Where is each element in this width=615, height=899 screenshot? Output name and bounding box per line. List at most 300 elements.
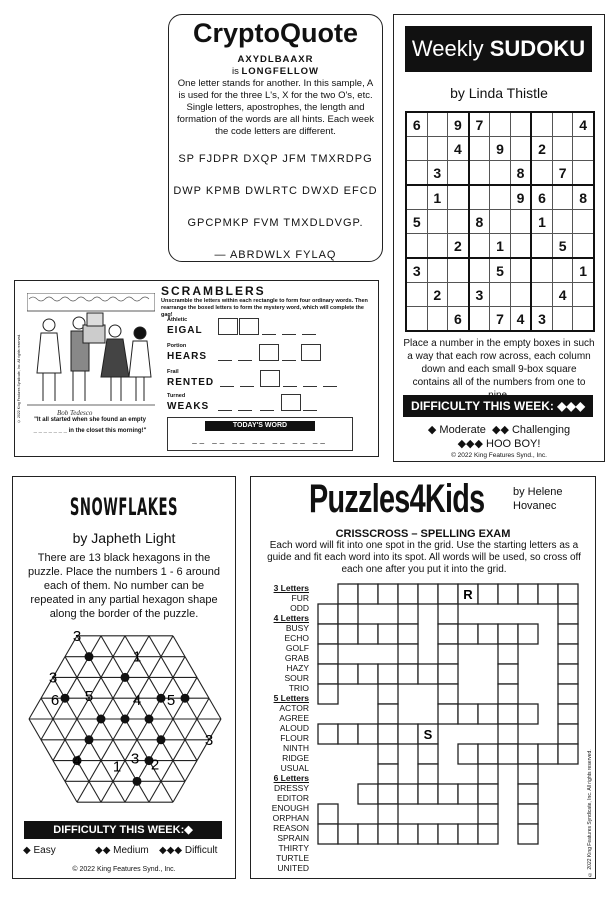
sudoku-cell[interactable] xyxy=(469,137,490,161)
grid-cell[interactable] xyxy=(478,704,498,724)
sudoku-byline: by Linda Thistle xyxy=(450,85,548,101)
black-hexagon xyxy=(133,777,142,786)
sudoku-cell: 1 xyxy=(490,234,511,259)
grid-line xyxy=(149,657,161,678)
grid-cell[interactable] xyxy=(398,624,418,644)
sudoku-cell[interactable] xyxy=(427,234,448,259)
sudoku-row xyxy=(406,185,594,210)
kids-subtitle: CRISSCROSS – SPELLING EXAM xyxy=(335,528,511,540)
sudoku-cell[interactable] xyxy=(573,234,594,259)
sudoku-cell[interactable] xyxy=(552,258,573,283)
grid-line xyxy=(113,781,125,802)
grid-cell[interactable] xyxy=(518,704,538,724)
grid-cell[interactable] xyxy=(338,584,358,604)
given-number: 3 xyxy=(204,731,214,749)
scramble-word-3: RENTED xyxy=(167,377,215,388)
grid-cell[interactable] xyxy=(498,684,518,704)
grid-cell[interactable] xyxy=(338,824,358,844)
black-hexagon xyxy=(121,673,130,682)
code-line-1: SP FJDPR DXQP JFM TMXRDPG xyxy=(178,153,373,165)
grid-cell[interactable] xyxy=(318,664,338,684)
grid-cell[interactable] xyxy=(558,744,578,764)
grid-cell[interactable] xyxy=(438,824,458,844)
sudoku-cell: 3 xyxy=(406,258,427,283)
grid-cell[interactable] xyxy=(398,584,418,604)
grid-cell[interactable] xyxy=(558,584,578,604)
answer-blank[interactable] xyxy=(282,344,296,361)
grid-cell[interactable] xyxy=(378,764,398,784)
answer-blank[interactable] xyxy=(262,318,276,335)
grid-line xyxy=(41,719,53,740)
grid-cell[interactable] xyxy=(338,604,358,624)
grid-cell[interactable] xyxy=(558,604,578,624)
answer-blank[interactable] xyxy=(282,318,296,335)
word-list-item: ODD xyxy=(290,603,309,613)
sudoku-cell[interactable] xyxy=(448,210,469,234)
grid-line xyxy=(185,740,197,761)
grid-cell[interactable] xyxy=(358,784,378,804)
grid-line xyxy=(65,657,77,678)
grid-cell[interactable] xyxy=(378,784,398,804)
grid-cell[interactable] xyxy=(438,604,458,624)
grid-cell[interactable] xyxy=(558,644,578,664)
grid-line xyxy=(29,719,41,740)
sudoku-cell[interactable] xyxy=(406,161,427,186)
grid-cell[interactable] xyxy=(338,664,358,684)
sudoku-cell[interactable] xyxy=(448,161,469,186)
grid-cell[interactable] xyxy=(418,824,438,844)
sudoku-row xyxy=(406,283,594,307)
word-list-item: AGREE xyxy=(279,713,309,723)
grid-line xyxy=(89,761,101,782)
sudoku-cell[interactable] xyxy=(510,210,531,234)
black-hexagon xyxy=(61,694,70,703)
sudoku-cell[interactable] xyxy=(490,112,511,137)
sudoku-cell[interactable] xyxy=(448,185,469,210)
grid-line xyxy=(53,719,65,740)
answer-blank[interactable] xyxy=(323,370,337,387)
grid-cell[interactable] xyxy=(558,684,578,704)
sudoku-cell[interactable] xyxy=(469,161,490,186)
sudoku-cell[interactable] xyxy=(510,258,531,283)
grid-cell[interactable] xyxy=(458,704,478,724)
word-list-item: THIRTY xyxy=(278,843,309,853)
grid-cell[interactable] xyxy=(498,624,518,644)
grid-cell[interactable] xyxy=(558,704,578,724)
snowflakes-instructions: There are 13 black hexagons in the puzzle. Place the numbers 1 - 6 around each of them. No number can be repeated in any partial hexagon shape along the border of the puzzle. xyxy=(27,552,220,620)
grid-cell[interactable] xyxy=(378,664,398,684)
grid-cell[interactable] xyxy=(398,644,418,664)
grid-cell[interactable] xyxy=(458,784,478,804)
grid-line xyxy=(173,761,185,782)
grid-cell[interactable] xyxy=(418,584,438,604)
sudoku-cell: 4 xyxy=(510,307,531,332)
grid-cell[interactable] xyxy=(558,624,578,644)
grid-cell[interactable] xyxy=(498,744,518,764)
sample-line xyxy=(169,66,382,78)
grid-cell[interactable] xyxy=(378,684,398,704)
grid-cell[interactable] xyxy=(438,584,458,604)
todays-word-box xyxy=(167,417,353,451)
sudoku-cell[interactable] xyxy=(427,307,448,332)
sudoku-grid xyxy=(405,111,595,332)
sudoku-difficulty-banner: DIFFICULTY THIS WEEK: ◆◆◆ xyxy=(403,395,593,417)
word-list-item: REASON xyxy=(273,823,309,833)
word-list-item: DRESSY xyxy=(274,783,309,793)
grid-cell[interactable] xyxy=(318,804,338,824)
grid-cell[interactable] xyxy=(398,784,418,804)
sudoku-legend-2: ◆◆◆ HOO BOY! xyxy=(457,438,541,450)
grid-cell[interactable] xyxy=(398,724,418,744)
sudoku-cell[interactable] xyxy=(406,137,427,161)
sudoku-cell: 2 xyxy=(427,283,448,307)
crisscross-grid[interactable] xyxy=(317,583,581,851)
kids-byline-2: Hovanec xyxy=(513,500,557,512)
grid-cell[interactable] xyxy=(318,684,338,704)
word-list-item: RIDGE xyxy=(282,753,309,763)
sudoku-cell: 3 xyxy=(531,307,552,332)
grid-line xyxy=(173,740,185,761)
sudoku-cell[interactable] xyxy=(469,307,490,332)
grid-cell[interactable] xyxy=(478,624,498,644)
sudoku-cell: 5 xyxy=(490,258,511,283)
grid-line xyxy=(149,781,161,802)
sudoku-cell[interactable] xyxy=(531,258,552,283)
sudoku-cell[interactable] xyxy=(510,234,531,259)
grid-cell[interactable] xyxy=(438,664,458,684)
sudoku-legend-1: ◆ Moderate ◆◆ Challenging xyxy=(427,424,571,436)
black-hexagon xyxy=(85,652,94,661)
grid-cell[interactable] xyxy=(438,644,458,664)
sudoku-cell: 7 xyxy=(552,161,573,186)
grid-cell[interactable] xyxy=(338,624,358,644)
grid-cell[interactable] xyxy=(358,664,378,684)
sudoku-cell[interactable] xyxy=(490,283,511,307)
sudoku-cell[interactable] xyxy=(427,258,448,283)
word-group-label: 5 Letters xyxy=(273,693,309,703)
sudoku-cell[interactable] xyxy=(406,307,427,332)
grid-cell[interactable] xyxy=(358,824,378,844)
given-number: 3 xyxy=(130,750,140,768)
word-list-item: EDITOR xyxy=(277,793,309,803)
grid-cell[interactable] xyxy=(438,624,458,644)
answer-blank[interactable] xyxy=(283,370,297,387)
grid-cell[interactable] xyxy=(438,684,458,704)
grid-line xyxy=(101,657,113,678)
black-hexagon xyxy=(121,715,130,724)
snow-legend-medium: ◆◆ Medium xyxy=(95,845,149,856)
sudoku-cell: 3 xyxy=(427,161,448,186)
scramblers-panel xyxy=(14,280,379,457)
sudoku-cell[interactable] xyxy=(573,210,594,234)
grid-cell[interactable] xyxy=(378,804,398,824)
sudoku-cell: 2 xyxy=(448,234,469,259)
grid-line xyxy=(65,781,77,802)
word-list-item: ACTOR xyxy=(279,703,309,713)
caption-line-2: _ _ _ _ _ _ _ in the closet this morning!" xyxy=(33,428,147,434)
answer-box[interactable] xyxy=(239,318,259,335)
sudoku-cell: 8 xyxy=(573,185,594,210)
grid-cell[interactable] xyxy=(398,824,418,844)
grid-line xyxy=(173,657,185,678)
sudoku-cell[interactable] xyxy=(573,161,594,186)
grid-cell[interactable] xyxy=(318,604,338,624)
sudoku-title-light: Weekly xyxy=(411,36,490,61)
grid-line xyxy=(41,740,53,761)
given-number: 1 xyxy=(112,758,122,776)
sudoku-cell[interactable] xyxy=(406,283,427,307)
scramble-hint-2: Portion xyxy=(167,343,187,349)
grid-cell[interactable] xyxy=(478,764,498,784)
scramble-word-1: EIGAL xyxy=(167,325,203,336)
word-list-item: ECHO xyxy=(284,633,309,643)
word-list-item: TRIO xyxy=(288,683,309,693)
grid-cell[interactable] xyxy=(378,624,398,644)
sudoku-cell[interactable] xyxy=(573,137,594,161)
scramble-word-2: HEARS xyxy=(167,351,208,362)
sudoku-row xyxy=(406,210,594,234)
grid-line xyxy=(77,781,89,802)
word-list-item: SOUR xyxy=(284,673,309,683)
snow-legend-easy: ◆ Easy xyxy=(23,845,56,856)
sudoku-cell[interactable] xyxy=(552,307,573,332)
sudoku-cell: 6 xyxy=(406,112,427,137)
answer-blank[interactable] xyxy=(302,318,316,335)
sudoku-cell[interactable] xyxy=(552,137,573,161)
answer-blank[interactable] xyxy=(238,394,252,411)
grid-cell[interactable] xyxy=(378,744,398,764)
sudoku-cell[interactable] xyxy=(469,258,490,283)
answer-blank[interactable] xyxy=(218,344,232,361)
grid-cell[interactable] xyxy=(518,804,538,824)
grid-cell[interactable] xyxy=(498,584,518,604)
sudoku-cell[interactable] xyxy=(573,307,594,332)
grid-line xyxy=(197,677,209,698)
grid-cell[interactable] xyxy=(478,824,498,844)
sudoku-row xyxy=(406,161,594,186)
grid-cell[interactable] xyxy=(538,584,558,604)
grid-cell[interactable] xyxy=(418,784,438,804)
sudoku-cell[interactable] xyxy=(406,234,427,259)
sudoku-cell[interactable] xyxy=(427,137,448,161)
grid-cell[interactable] xyxy=(498,724,518,744)
sudoku-cell[interactable] xyxy=(531,161,552,186)
answer-blank[interactable] xyxy=(303,370,317,387)
sudoku-cell[interactable] xyxy=(573,283,594,307)
answer-box[interactable] xyxy=(281,394,301,411)
sudoku-banner xyxy=(405,26,592,72)
word-list-item: USUAL xyxy=(280,763,309,773)
grid-cell[interactable] xyxy=(358,624,378,644)
sudoku-cell[interactable] xyxy=(469,185,490,210)
grid-cell[interactable] xyxy=(498,704,518,724)
sudoku-cell[interactable] xyxy=(427,112,448,137)
sudoku-cell[interactable] xyxy=(531,234,552,259)
word-list-item: BUSY xyxy=(285,623,309,633)
grid-cell[interactable] xyxy=(458,744,478,764)
todays-word-blanks[interactable]: __ __ __ __ __ __ __ xyxy=(192,435,328,444)
sudoku-cell: 1 xyxy=(427,185,448,210)
snow-legend-difficult: ◆◆◆ Difficult xyxy=(159,845,218,856)
todays-word-label: TODAY'S WORD xyxy=(205,421,315,431)
grid-line xyxy=(173,636,185,657)
sample-code: AXYDLBAAXR xyxy=(237,54,314,65)
grid-cell[interactable] xyxy=(418,764,438,784)
grid-cell[interactable] xyxy=(498,644,518,664)
answer-box[interactable] xyxy=(259,344,279,361)
sudoku-cell[interactable] xyxy=(469,234,490,259)
grid-cell[interactable] xyxy=(398,604,418,624)
sudoku-copyright: © 2022 King Features Synd., Inc. xyxy=(451,452,547,459)
sudoku-cell[interactable] xyxy=(510,283,531,307)
grid-line xyxy=(29,698,41,719)
black-hexagon xyxy=(157,735,166,744)
grid-cell[interactable] xyxy=(478,744,498,764)
sudoku-cell[interactable] xyxy=(490,185,511,210)
sudoku-row xyxy=(406,234,594,259)
grid-cell[interactable] xyxy=(318,644,338,664)
answer-blank[interactable] xyxy=(240,370,254,387)
scramble-word-4: WEAKS xyxy=(167,401,210,412)
sudoku-cell: 4 xyxy=(552,283,573,307)
black-hexagon xyxy=(157,694,166,703)
sudoku-cell[interactable] xyxy=(510,112,531,137)
grid-cell[interactable] xyxy=(318,624,338,644)
sudoku-cell[interactable] xyxy=(552,185,573,210)
sudoku-cell[interactable] xyxy=(552,210,573,234)
answer-blank[interactable] xyxy=(303,394,317,411)
snowflakes-title: SNOWFLAKES xyxy=(69,493,179,521)
grid-cell[interactable] xyxy=(398,664,418,684)
grid-cell[interactable] xyxy=(458,624,478,644)
code-line-2: DWP KPMB DWLRTC DWXD EFCD xyxy=(173,185,378,197)
sudoku-cell: 6 xyxy=(448,307,469,332)
answer-blank[interactable] xyxy=(260,394,274,411)
word-list-item: SPRAIN xyxy=(277,833,309,843)
grid-cell[interactable] xyxy=(318,724,338,744)
grid-cell[interactable] xyxy=(338,724,358,744)
word-list-item: ENOUGH xyxy=(271,803,309,813)
grid-line xyxy=(101,781,113,802)
grid-line xyxy=(149,636,161,657)
grid-cell[interactable] xyxy=(478,784,498,804)
sudoku-cell: 5 xyxy=(552,234,573,259)
word-list-item: GOLF xyxy=(285,643,309,653)
grid-cell[interactable] xyxy=(518,784,538,804)
grid-line xyxy=(185,761,197,782)
answer-blank[interactable] xyxy=(238,344,252,361)
grid-cell[interactable] xyxy=(378,724,398,744)
grid-cell[interactable] xyxy=(478,584,498,604)
word-group-label: 4 Letters xyxy=(273,613,309,623)
sudoku-cell[interactable] xyxy=(490,210,511,234)
answer-blank[interactable] xyxy=(220,370,234,387)
grid-line xyxy=(161,657,173,678)
given-number: 3 xyxy=(72,627,82,645)
grid-line xyxy=(89,781,101,802)
sudoku-cell[interactable] xyxy=(531,283,552,307)
sample-is: is xyxy=(231,66,239,77)
grid-cell[interactable] xyxy=(538,744,558,764)
grid-cell[interactable] xyxy=(518,764,538,784)
grid-line xyxy=(101,636,113,657)
grid-line xyxy=(113,740,125,761)
grid-cell[interactable] xyxy=(498,664,518,684)
snowflakes-panel xyxy=(12,476,236,879)
answer-box[interactable] xyxy=(218,318,238,335)
snowflake-grid[interactable] xyxy=(25,621,225,817)
grid-cell[interactable] xyxy=(518,584,538,604)
grid-cell[interactable] xyxy=(358,584,378,604)
given-number: 3 xyxy=(48,669,58,687)
code-line-3: GPCPMKP FVM TMXDLDVGP. xyxy=(187,217,364,229)
grid-cell[interactable] xyxy=(438,784,458,804)
sudoku-cell[interactable] xyxy=(490,161,511,186)
grid-line xyxy=(173,719,185,740)
sudoku-row xyxy=(406,258,594,283)
sudoku-cell[interactable] xyxy=(531,112,552,137)
grid-line xyxy=(173,781,185,802)
grid-cell[interactable] xyxy=(518,824,538,844)
grid-cell[interactable] xyxy=(458,824,478,844)
sudoku-cell: 6 xyxy=(531,185,552,210)
grid-line xyxy=(185,719,197,740)
grid-line xyxy=(197,698,209,719)
scramblers-cartoon xyxy=(27,293,155,423)
given-number: 5 xyxy=(84,688,94,706)
grid-cell[interactable] xyxy=(418,664,438,684)
grid-cell[interactable] xyxy=(358,724,378,744)
scramblers-instructions: Unscramble the letters within each rectangle to form four ordinary words. Then rearrange the boxed letters to form the mystery word, which will complete the gag! xyxy=(161,298,368,318)
grid-line xyxy=(161,781,173,802)
snowflakes-byline: by Japheth Light xyxy=(72,530,176,546)
grid-cell[interactable] xyxy=(318,824,338,844)
sudoku-cell[interactable] xyxy=(427,210,448,234)
word-list-item: ORPHAN xyxy=(272,813,309,823)
answer-blank[interactable] xyxy=(218,394,232,411)
grid-cell[interactable] xyxy=(378,704,398,724)
grid-line xyxy=(53,761,65,782)
grid-cell[interactable] xyxy=(418,744,438,764)
grid-line xyxy=(161,636,173,657)
grid-cell[interactable] xyxy=(558,724,578,744)
sudoku-cell[interactable] xyxy=(510,137,531,161)
sudoku-cell[interactable] xyxy=(406,185,427,210)
given-number: 5 xyxy=(166,692,176,710)
word-list-item: HAZY xyxy=(286,663,309,673)
answer-box[interactable] xyxy=(260,370,280,387)
sudoku-cell[interactable] xyxy=(448,283,469,307)
grid-cell[interactable] xyxy=(518,744,538,764)
sudoku-cell[interactable] xyxy=(552,112,573,137)
grid-cell[interactable] xyxy=(558,664,578,684)
grid-cell[interactable] xyxy=(438,704,458,724)
sudoku-instructions: Place a number in the empty boxes in such a way that each row across, each column down and each small 9-box square contains all of the numbers from one to xyxy=(403,338,595,388)
cryptoquote-instructions: One letter stands for another. In this sample, A is used for the three L's, X for the two O's, etc. Single letters, apostrophes, the length and formation of the words are all hints. Each week the code letters are different. xyxy=(177,78,374,137)
grid-cell[interactable] xyxy=(378,584,398,604)
sudoku-cell: 8 xyxy=(469,210,490,234)
sudoku-cell: 9 xyxy=(490,137,511,161)
grid-cell[interactable] xyxy=(478,804,498,824)
black-hexagon xyxy=(145,715,154,724)
sudoku-cell: 7 xyxy=(490,307,511,332)
grid-cell[interactable] xyxy=(518,624,538,644)
kids-copyright: © 2022 King Features Syndicate, Inc. All rights reserved. xyxy=(587,749,593,877)
sudoku-cell[interactable] xyxy=(448,258,469,283)
sudoku-cell: 9 xyxy=(448,112,469,137)
answer-box[interactable] xyxy=(301,344,321,361)
grid-cell[interactable] xyxy=(378,824,398,844)
